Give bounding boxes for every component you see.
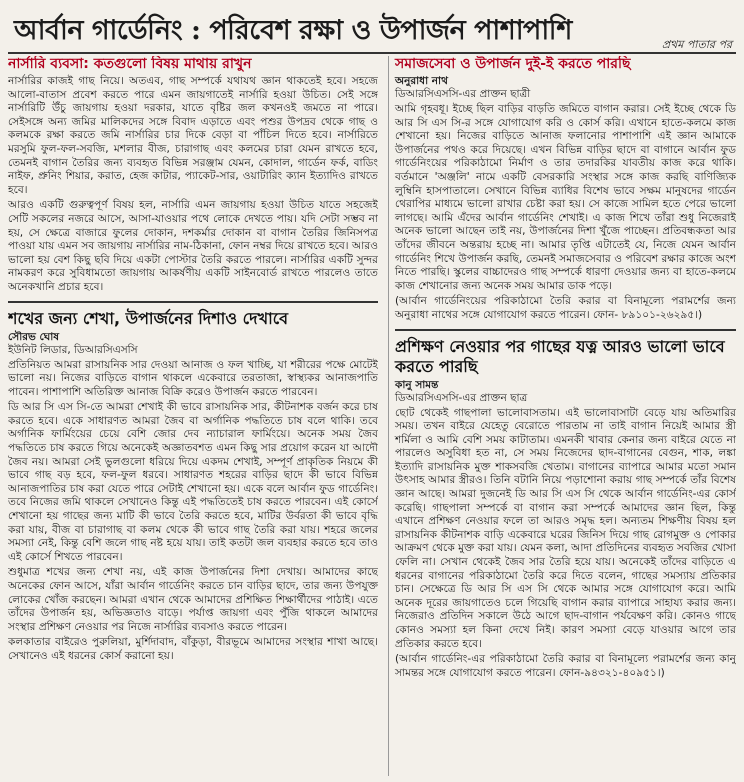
social-paragraph: আমি গৃহবধূ। ইচ্ছে ছিল বাড়ির বাড়তি জমিতে বাগান করার। সেই ইচ্ছে থেকে ডি আর সি এস সি-র সঙ্গে যোগাযোগ করি ও কোর্স করি। এখানে হাতে-কলমে কাজ শেখানো হয়। নিজের বাড়িতে আনাজ ফলানোর পাশাপাশি এই জ্ঞান আমাকে উপার্জনের পথও করে দিয়েছে। এখন বিভিন্ন বাড়ির ছাদে বা বাগানে আর্বান ফুড গার্ডেনিংয়ের পরিকাঠামো নির্মাণ ও তার তদারকির যাবতীয় কাজ করে থাকি। বর্তমানে 'অঞ্জলি' নামে একটি বেসরকারি সংস্থার সঙ্গে কাজ করছি বাণিজ্যিক লুম্বিনি হাসপাতালে। সেখানে বিভিন্ন ব্যাধির বিশেষ ভাবে সক্ষম মানুষদের গার্ডেন থেরাপির মাধ্যমে ভালো রাখার চেষ্টা করা হয়। সে কাজে সামিল হতে পেরে ভালো লাগছে। আমি এঁদের আর্বান গার্ডেনিং শেখাই। এ কাজ শিখে তাঁরা শুধু নিজেরাই অনেক ভালো আছেন তাই নয়, উপার্জনের দিশা খুঁজে পাচ্ছেন। প্রতিবন্ধকতা আর তাঁদের জীবনে অন্তরায় হচ্ছে না। আমার তৃপ্তি এটাতেই যে, নিজে যেমন আর্বান গার্ডেনিং শিখে উপার্জন করছি, তেমনই সমাজসেবার ও পরিবেশ রক্ষার কাজে অংশ নিতে পারছি। স্কুলের বাচ্চাদেরও গাছ সম্পর্কে ধারণা দেওয়ার জন্য বা হাতে-কলমে কাজ শেখানোর জন্য অনেক সময় আমার ডাক পড়ে। xyxy=(395,103,736,292)
social-article xyxy=(395,56,736,323)
nursery-heading: নার্সারি ব্যবসা: কতগুলো বিষয় মাথায় রাখুন xyxy=(8,56,252,72)
hobby-paragraph: ডি আর সি এস সি-তে আমরা শেখাই কী ভাবে রাসায়নিক সার, কীটনাশক বর্জন করে চাষ করতে হবে। একে সাধারণত আমরা জৈব বা অর্গানিক পদ্ধতিতে চাষ বলে থাকি। তবে অর্গানিক ফার্মিংয়ের চেয়ে বেশি জোর দেব ন্যাচারাল ফার্মিংয়ে। অনেক সময় জৈব পদ্ধতিতে চাষ করতে গিয়ে অনেকেই অজ্ঞাতবশত এমন কিছু সার প্রয়োগ করেন যা আদৌ জৈব নয়। আমরা সেই ভুলগুলো ধরিয়ে দিয়ে একদম শেখাই, সম্পূর্ণ প্রাকৃতিক নিয়মে কী ভাবে গাছ বড় হবে, ফল-ফুল ধরবে। সাধারণত শহরের বাড়ির ছাদে কী ভাবে বিভিন্ন আনাজপাতির চাষ করা যেতে পারে সেটাই শেখানো হয়। একে বলে আর্বান ফুড গার্ডেনিং। তবে নিজের জমি থাকলে সেখানেও কিন্তু এই পদ্ধতিতেই চাষ করতে পারবেন। এই কোর্সে শেখানো হয় গাছের জন্য মাটি কী ভাবে তৈরি করতে হবে, মাটির উর্বরতা কী ভাবে বৃদ্ধি করা যায়, বীজ বা চারাগাছ বা কলম থেকে কী ভাবে গাছ তৈরি করা যায়। শহরে জলের সমস্যা নেই, কিন্তু বেশি জলে গাছ নষ্ট হয়ে যায়। তাই কতটা জল ব্যবহার করতে হবে তাও এই কোর্সে শিখতে পারবেন। xyxy=(8,401,378,563)
nursery-paragraph: আরও একটি গুরুত্বপূর্ণ বিষয় হল, নার্সারি এমন জায়গায় হওয়া উচিত যাতে সহজেই সেটি সকলের নজরে আসে, আসা-যাওয়ার পথে লোকে দেখতে পায়। যদি সেটা সম্ভব না হয়, সে ক্ষেত্রে বাজারে ফুলের দোকান, দশকর্মার দোকান বা বাগান তৈরির জিনিসপত্র পাওয়া যায় এমন সব জায়গায় নার্সারির নাম-ঠিকানা, ফোন নম্বর দিয়ে রাখতে হবে। আরও ভালো হয় বেশ কিছু ছবি দিয়ে একটা পোস্টার তৈরি করতে পারলে। নার্সারির একটি সুন্দর নামকরণ করে সুবিধামতো জায়গায় আকর্ষণীয় একটি সাইনবোর্ড রাখতে পারলেও তাতে অনেকখানি প্রচার হবে। xyxy=(8,199,378,293)
hobby-author-role: ইউনিট লিডার, ডিআরসিএসসি xyxy=(8,343,138,356)
section-divider xyxy=(395,329,736,331)
continued-label: প্রথম পাতার পর xyxy=(661,38,732,51)
training-contact-note: (আর্বান গার্ডেনিং-এর পরিকাঠামো তৈরি করার বা বিনামূল্যে পরামর্শের জন্য কানু সামন্তর সঙ্গে যোগাযোগ করতে পারেন। ফোন-৯৪৩২১-৪০৯৫১।) xyxy=(395,653,736,679)
nursery-article xyxy=(8,56,378,295)
training-author-role: ডিআরসিএসসি-এর প্রাক্তন ছাত্র xyxy=(395,391,528,404)
hobby-paragraph: শুধুমাত্র শখের জন্য শেখা নয়, এই কাজ উপার্জনের দিশা দেখায়। আমাদের কাছে অনেকের ফোন আসে, যাঁরা আর্বান গার্ডেনিং করতে চান বাড়ির ছাদে, তার জন্য উপযুক্ত লোকের খোঁজ করছেন। আমরা এখান থেকে আমাদের প্রশিক্ষিত শিক্ষার্থীদের পাঠাই। এতে তাঁদের উপার্জন হয়, অভিজ্ঞতাও বাড়ে। পর্যাপ্ত জায়গা এবং পুঁজি থাকলে আমাদের সংস্থার প্রশিক্ষণ নেওয়ার পর নিজে নার্সারির ব্যবসাও করতে পারেন। xyxy=(8,566,378,633)
hobby-author: সৌরভ ঘোষ xyxy=(8,330,60,343)
hobby-paragraph: প্রতিনিয়ত আমরা রাসায়নিক সার দেওয়া আনাজ ও ফল খাচ্ছি, যা শরীরের পক্ষে মোটেই ভালো নয়। নিজের বাড়িতে বাগান থাকলে একেবারে তরতাজা, স্বাস্থ্যকর আনাজপাতি পাবেন। পাশাপাশি অতিরিক্ত আনাজ বিক্রি করেও উপার্জন করতে পারবেন। xyxy=(8,358,378,398)
training-article xyxy=(395,337,736,681)
training-paragraph: ছোট থেকেই গাছপালা ভালোবাসতাম। এই ভালোবাসাটা বেড়ে যায় অতিমারির সময়। তখন বাইরে যেহেতু বেরোতে পারতাম না তাই বাগান নিয়েই আমার স্ত্রী শর্মিলা ও আমি বেশি সময় কাটাতাম। এমনকী খাবার কেনার জন্য বাইরে যেতে না পারলেও অসুবিধা হত না, সে সময় নিজেদের ছাদ-বাগানের বেগুন, শাক, লঙ্কা ইত্যাদি রাসায়নিক মুক্ত শাকসবজি খেতাম। বাগানের ব্যাপারে আমার মতো সমান উৎসাহ আমার স্ত্রীরও। তিনি বটানি নিয়ে পড়াশোনা করায় গাছ সম্পর্কে তাঁর বিশেষ জ্ঞান আছে। আমরা দুজনেই ডি আর সি এস সি থেকে আর্বান গার্ডেনিং-এর কোর্স করেছি। গাছপালা সম্পর্কে বা বাগান করা সম্পর্কে আমাদের জ্ঞান ছিল, কিন্তু এখানে প্রশিক্ষণ নেওয়ার ফলে তা আরও সমৃদ্ধ হল। অন্যতম শিক্ষণীয় বিষয় হল রাসায়নিক কীটনাশক বাড়ি একেবারে ঘরের জিনিস দিয়ে গাছ রোগমুক্ত ও পোকার আক্রমণ থেকে মুক্ত করা যায়। যেমন কলা, আদা প্রতিদিনের ব্যবহৃত সবজির খোসা ফেলি না। সেখান থেকেই জৈব সার তৈরি হয়ে যায়। অনেকেই তাঁদের বাড়িতে এ ধরনের বাগানের পরিকাঠামো তৈরি করে দিতে বলেন, গাছের সমস্যায় প্রতিকার চান। সেক্ষেত্রে ডি আর সি এস সি থেকে আমার সঙ্গে যোগাযোগ করে। আমি অনেক দূরের জায়গাতেও চলে গিয়েছি বাগান করার ব্যাপারে সাহায্য করার জন্য। নিজেরাও প্রতিদিন সকালে উঠে আগে ছাদ-বাগান পর্যবেক্ষণ করি। কোনও গাছে কোনও সমস্যা হল কিনা দেখে নিই। কারণ সমস্যা বেড়ে যাওয়ার আগে তার প্রতিকার করতে হবে। xyxy=(395,406,736,650)
social-contact-note: (আর্বান গার্ডেনিংয়ের পরিকাঠামো তৈরি করার বা বিনামূল্যে পরামর্শের জন্য অনুরাধা নাথের সঙ্গে যোগাযোগ করতে পারেন। ফোন- ৮৯১০১-২৬২৯৫।) xyxy=(395,295,736,321)
right-column xyxy=(388,56,736,776)
hobby-article xyxy=(8,309,378,664)
page-headline xyxy=(8,8,736,54)
section-divider xyxy=(8,301,378,303)
hobby-paragraph: কলকাতার বাইরেও পুরুলিয়া, মুর্শিদাবাদ, বাঁকুড়া, বীরভূমে আমাদের সংস্থার শাখা আছে। সেখানেও এই ধরনের কোর্স করানো হয়। xyxy=(8,636,378,662)
training-heading: প্রশিক্ষণ নেওয়ার পর গাছের যত্ন আরও ভালো ভাবে করতে পারছি xyxy=(395,336,725,376)
nursery-paragraph: নার্সারির কাজই গাছ নিয়ে। অতএব, গাছ সম্পর্কে যথাযথ জ্ঞান থাকতেই হবে। সহজে আলো-বাতাস প্রবেশ করতে পারে এমন জায়গাতেই নার্সারি হওয়া উচিত। সেই সঙ্গে নার্সারিটি উঁচু জায়গায় হওয়া দরকার, যাতে বৃষ্টির জল কখনওই জমতে না পারে। সেইসঙ্গে অন্য জমির মালিকদের সঙ্গে বিবাদ এড়াতে এবং পশুর উপদ্রব থেকে গাছ ও কলমকে রক্ষা করতে জমি নার্সারির চার দিকে বেড়া বা পাঁচিল দিতে হবে। নার্সারিতে মরসুমি ফুল-ফল-সবজি, মশলার বীজ, চারাগাছ এবং কলমের চারা যেমন রাখতে হবে, তেমনই বাগান তৈরির জন্য ব্যবহৃত বিভিন্ন সরঞ্জাম যেমন, কোদাল, গার্ডেন ফর্ক, বাডিং নাইফ, প্রুনিং শিয়ার, করাত, হেজ কাটার, প্যাকেট-সার, ওয়াটারিং ক্যান ইত্যাদিও রাখতে হবে। xyxy=(8,75,378,196)
headline-title: আর্বান গার্ডেনিং : পরিবেশ রক্ষা ও উপার্জন পাশাপাশি xyxy=(14,15,572,46)
training-author: কানু সামন্ত xyxy=(395,378,439,391)
left-column xyxy=(8,56,378,776)
social-author: অনুরাধা নাথ xyxy=(395,75,448,87)
hobby-heading: শখের জন্য শেখা, উপার্জনের দিশাও দেখাবে xyxy=(8,308,289,328)
social-heading: সমাজসেবা ও উপার্জন দুই-ই করতে পারছি xyxy=(395,56,631,72)
social-author-role: ডিআরসিএসসি-এর প্রাক্তন ছাত্রী xyxy=(395,88,531,100)
